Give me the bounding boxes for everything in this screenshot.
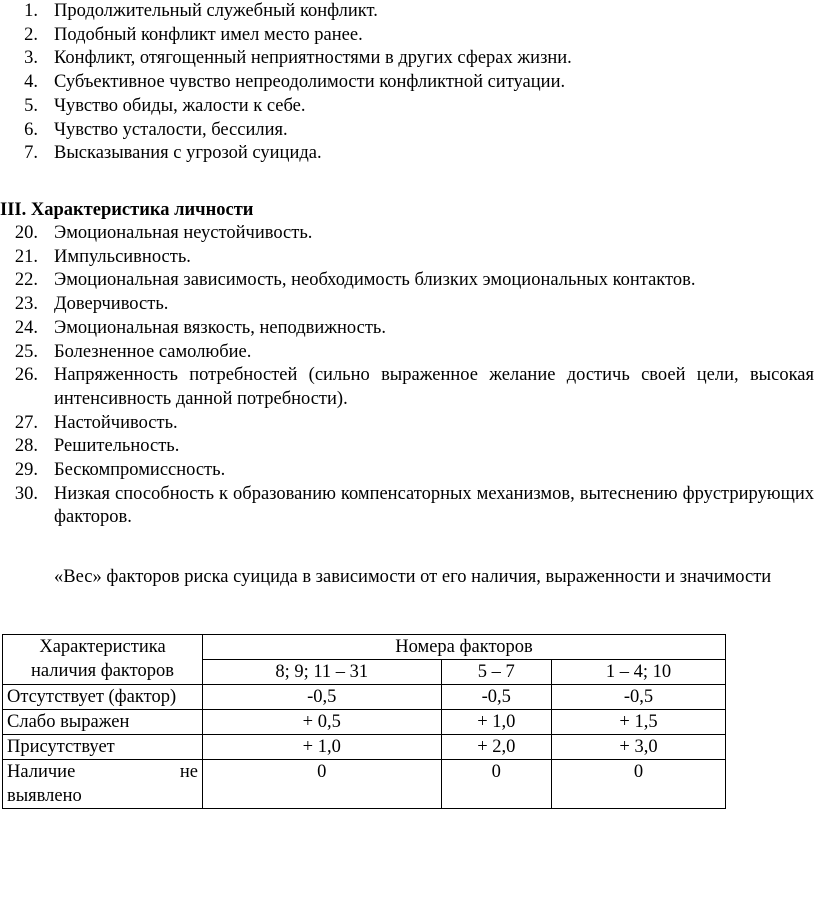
list-item-text: Чувство обиды, жалости к себе. — [54, 95, 306, 116]
list-item-number: 26. — [14, 365, 38, 386]
list-item — [0, 142, 816, 166]
list-item-number: 1. — [24, 1, 38, 21]
row-label: Отсутствует (фактор) — [3, 685, 203, 710]
list-item-number: 30. — [14, 483, 38, 504]
list-item-text: Высказывания с угрозой суицида. — [54, 143, 322, 164]
list-item — [0, 317, 816, 341]
list-item-number: 27. — [14, 412, 38, 433]
list-item-number: 28. — [14, 436, 38, 457]
list-item-number: 23. — [14, 294, 38, 315]
header-factor-numbers: Номера факторов — [203, 635, 726, 660]
table-cell: + 2,0 — [441, 735, 552, 760]
row-label-line — [7, 760, 198, 784]
list-item-number: 25. — [14, 341, 38, 362]
list-item — [0, 95, 816, 119]
risk-weights-table — [2, 634, 726, 809]
table-cell: + 0,5 — [203, 710, 442, 735]
table-cell: + 1,5 — [552, 710, 726, 735]
list-item — [0, 293, 816, 317]
factor-list-1 — [0, 0, 816, 166]
row-label — [3, 760, 203, 809]
table-row — [3, 685, 726, 710]
row-label: Присутствует — [3, 735, 203, 760]
list-item-text: Болезненное самолюбие. — [54, 341, 252, 362]
table-cell: + 1,0 — [441, 710, 552, 735]
list-item — [0, 24, 816, 48]
list-item-number: 6. — [24, 119, 38, 140]
factor-list-2 — [0, 222, 816, 530]
list-item-text: Продолжительный служебный конфликт. — [54, 1, 378, 21]
list-item-text: Низкая способность к образованию компенсаторных механизмов, вытеснению фрустрирующих факторов. — [54, 483, 814, 528]
section-heading: III. Характеристика личности — [0, 200, 254, 220]
list-item — [0, 341, 816, 365]
list-item-number: 5. — [24, 95, 38, 116]
list-item — [0, 435, 816, 459]
table-row — [3, 760, 726, 809]
table-row — [3, 735, 726, 760]
list-item — [0, 269, 816, 293]
list-item — [0, 71, 816, 95]
list-item-number: 2. — [24, 24, 38, 45]
row-label-word: Наличие — [7, 762, 76, 782]
list-item-text: Доверчивость. — [54, 294, 169, 315]
list-item-number: 22. — [14, 270, 38, 291]
list-item — [0, 222, 816, 246]
table-cell: + 3,0 — [552, 735, 726, 760]
row-label-line: выявлено — [7, 786, 82, 806]
list-item-number: 24. — [14, 317, 38, 338]
list-item-text: Бескомпромиссность. — [54, 460, 226, 481]
table-cell: -0,5 — [203, 685, 442, 710]
row-label: Слабо выражен — [3, 710, 203, 735]
group-header: 1 – 4; 10 — [552, 660, 726, 685]
group-header: 5 – 7 — [441, 660, 552, 685]
list-item-text: Конфликт, отягощенный неприятностями в других сферах жизни. — [54, 48, 572, 69]
table-cell: + 1,0 — [203, 735, 442, 760]
list-item-text: Эмоциональная неустойчивость. — [54, 223, 313, 243]
list-item — [0, 364, 816, 411]
list-item — [0, 459, 816, 483]
list-item-text: Субъективное чувство непреодолимости конфликтной ситуации. — [54, 72, 566, 93]
list-item-text: Напряженность потребностей (сильно выраженное желание достичь своей цели, высокая интенсивность данной потребности). — [54, 365, 814, 409]
group-header: 8; 9; 11 – 31 — [203, 660, 442, 685]
list-item-text: Подобный конфликт имел место ранее. — [54, 24, 363, 45]
table-cell: 0 — [552, 760, 726, 809]
table-caption: «Вес» факторов риска суицида в зависимости от его наличия, выраженности и значимости — [54, 567, 772, 587]
list-item-text: Настойчивость. — [54, 412, 178, 433]
row-label-word: не — [179, 762, 198, 782]
table-cell: -0,5 — [441, 685, 552, 710]
list-item-number: 29. — [14, 460, 38, 481]
list-item-number: 7. — [24, 143, 38, 164]
list-item-number: 4. — [24, 72, 38, 93]
list-item — [0, 483, 816, 530]
list-item-number: 3. — [24, 48, 38, 69]
list-item-number: 20. — [14, 223, 38, 243]
table-cell: 0 — [203, 760, 442, 809]
list-item-text: Эмоциональная вязкость, неподвижность. — [54, 317, 386, 338]
table-header-row — [3, 635, 726, 660]
list-item — [0, 412, 816, 436]
table-cell: -0,5 — [552, 685, 726, 710]
list-item — [0, 246, 816, 270]
table-row — [3, 710, 726, 735]
list-item-text: Чувство усталости, бессилия. — [54, 119, 288, 140]
list-item — [0, 0, 816, 24]
table-cell: 0 — [441, 760, 552, 809]
list-item-text: Эмоциональная зависимость, необходимость близких эмоциональных контактов. — [54, 270, 696, 291]
header-characteristic: Характеристика наличия факторов — [3, 635, 203, 685]
list-item-text: Импульсивность. — [54, 246, 191, 267]
list-item — [0, 47, 816, 71]
list-item-text: Решительность. — [54, 436, 180, 457]
list-item-number: 21. — [14, 246, 38, 267]
list-item — [0, 119, 816, 143]
